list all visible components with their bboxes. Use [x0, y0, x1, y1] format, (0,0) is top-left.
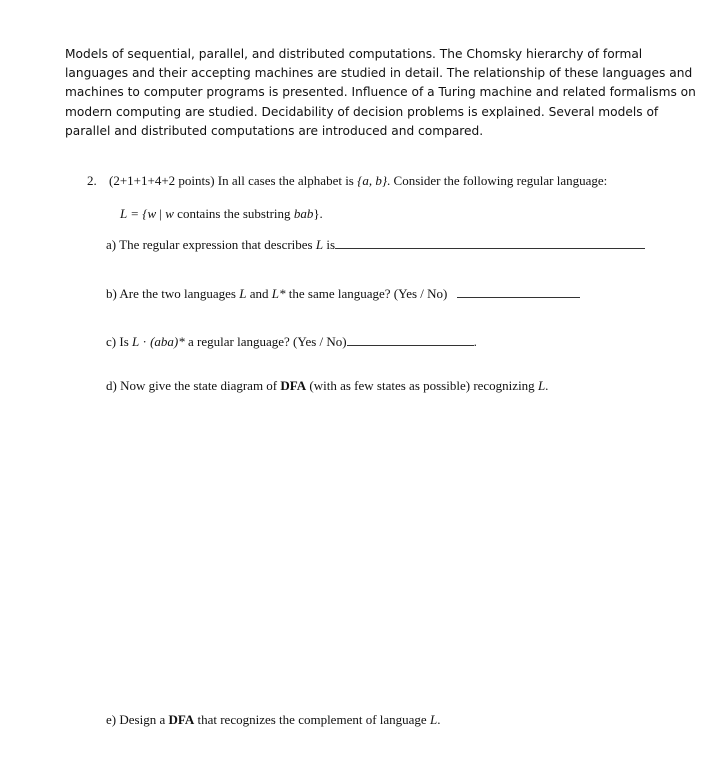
part-a-answer-blank[interactable]	[335, 236, 645, 249]
part-b-var-2: L*	[271, 286, 286, 301]
lang-w2: w	[165, 206, 174, 221]
part-c-var-2: (aba)*	[150, 334, 185, 349]
part-d	[106, 378, 548, 394]
part-e-text-2: that recognizes the complement of language	[194, 712, 430, 727]
part-c-text-2: a regular language? (Yes / No)	[184, 334, 347, 349]
part-a	[106, 236, 645, 253]
part-b-text-2: and	[246, 286, 272, 301]
part-e-bold: DFA	[168, 712, 195, 727]
question-stem-text-1: In all cases the alphabet is	[217, 173, 358, 188]
part-d-text-2: (with as few states as possible) recognizing	[306, 378, 538, 393]
part-d-text-1: Now give the state diagram of	[120, 378, 281, 393]
lang-substr: bab	[293, 206, 314, 221]
question-stem	[87, 173, 607, 189]
lang-mid: contains the substring	[173, 206, 294, 221]
part-a-label: a)	[106, 237, 117, 252]
part-a-text: The regular expression that describes	[119, 237, 316, 252]
lang-w1: w	[147, 206, 157, 221]
language-definition	[120, 206, 323, 222]
part-c	[106, 333, 477, 350]
part-d-var: L	[537, 378, 546, 393]
part-d-period: .	[545, 378, 549, 393]
part-b-label: b)	[106, 286, 117, 301]
part-c-label: c)	[106, 334, 117, 349]
part-c-text-1: Is	[119, 334, 132, 349]
part-c-answer-blank[interactable]	[347, 333, 474, 346]
part-c-period: .	[473, 334, 477, 349]
part-e-label: e)	[106, 712, 117, 727]
lang-end: }.	[313, 206, 323, 221]
question-stem-text-2: . Consider the following regular language:	[387, 173, 608, 188]
part-b-var-1: L	[239, 286, 247, 301]
part-a-var: L	[315, 237, 324, 252]
part-e-period: .	[437, 712, 441, 727]
part-c-dot: ·	[139, 334, 151, 349]
part-a-tail: is	[323, 237, 336, 252]
part-b	[106, 285, 580, 302]
part-e	[106, 712, 440, 728]
part-b-answer-blank[interactable]	[457, 285, 580, 298]
part-d-bold: DFA	[280, 378, 307, 393]
alphabet: {a, b}	[357, 173, 388, 188]
course-description: Models of sequential, parallel, and distributed computations. The Chomsky hierarchy of formal languages and their accepting machines are studied in detail. The relationship of these languages and machines to computer programs is presented. Influence of a Turing machine and related formalisms on modern computing are studied. Decidability of decision problems is explained. Several models of parallel and distributed computations are introduced and compared.	[65, 47, 696, 138]
part-b-text-3: the same language? (Yes / No)	[285, 286, 448, 301]
question-points: (2+1+1+4+2 points)	[109, 173, 215, 188]
part-c-var-1: L	[132, 334, 140, 349]
part-b-text-1: Are the two languages	[119, 286, 240, 301]
question-number: 2.	[87, 173, 97, 188]
part-e-var: L	[429, 712, 438, 727]
lang-lhs: L = {	[120, 206, 148, 221]
lang-bar: |	[156, 206, 166, 221]
part-e-text-1: Design a	[119, 712, 169, 727]
part-d-label: d)	[106, 378, 117, 393]
